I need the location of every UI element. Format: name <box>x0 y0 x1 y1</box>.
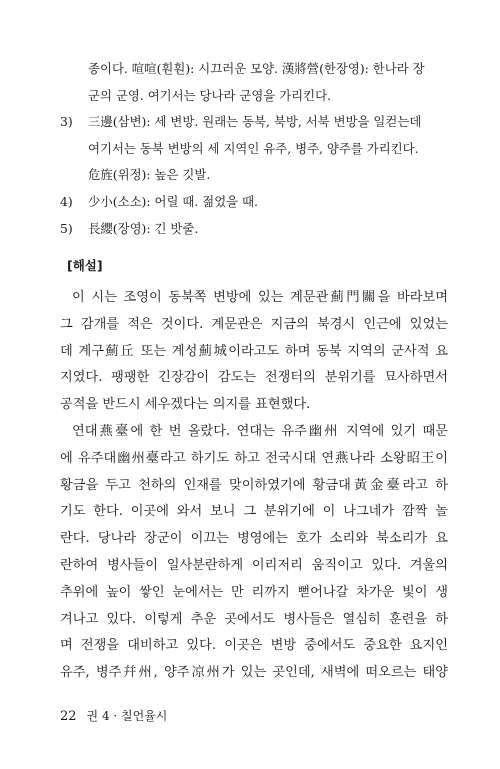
paragraph-line: 추위에 높이 쌓인 눈에서는 만 리까지 뻗어나갈 차가운 빛이 생 <box>60 584 448 600</box>
paragraph-line: 데 계구薊丘 또는 계성薊城이라고도 하며 동북 지역의 군사적 요 <box>60 343 448 359</box>
paragraph-line: 공적을 반드시 세우겠다는 의지를 표현했다. <box>60 397 311 413</box>
section-title: [해설] <box>67 258 103 273</box>
paragraph-line: 지였다. 팽팽한 긴장감이 감도는 전쟁터의 분위기를 묘사하면서 <box>60 370 448 386</box>
note-4 <box>60 189 440 216</box>
paragraph-line: 란다. 당나라 장군이 이끄는 병영에는 호가 소리와 북소리가 요 <box>60 531 448 547</box>
paragraph-line: 유주, 병주幷州, 양주凉州가 있는 곳인데, 새벽에 떠오르는 태양 <box>60 665 448 681</box>
paragraph-line: 그 감개를 적은 것이다. 계문관은 지금의 북경시 인근에 있었는 <box>60 316 448 332</box>
paragraph-line: 며 전쟁을 대비하고 있다. 이곳은 변방 중에서도 중요한 요지인 <box>60 638 448 654</box>
commentary-body <box>60 285 448 687</box>
paragraph-line: 황금을 두고 천하의 인재를 맞이하였기에 황금대黃金臺라고 하 <box>60 477 448 493</box>
paragraph-line: 연대燕臺에 한 번 올랐다. 연대는 유주幽州 지역에 있기 때문 <box>72 423 448 439</box>
note-line: 危旌(위정): 높은 깃발. <box>88 167 211 183</box>
note-number: 3) <box>60 114 73 130</box>
paragraph-line: 이 시는 조영이 동북쪽 변방에 있는 계문관薊門關을 바라보며 <box>72 290 448 305</box>
page-number: 22 <box>60 709 77 724</box>
paragraph-line: 기도 한다. 이곳에 와서 보니 그 분위기에 이 나그네가 깜짝 놀 <box>60 504 448 520</box>
paragraph-line: 겨나고 있다. 이렇게 추운 곳에서도 병사들은 열심히 훈련을 하 <box>60 611 448 627</box>
note-3 <box>60 109 440 136</box>
note-line: 여기서는 동북 변방의 세 지역인 유주, 병주, 양주를 가리킨다. <box>88 140 419 156</box>
page-footer <box>60 707 167 724</box>
paragraph-line: 에 유주대幽州臺라고 하기도 하고 전국시대 연燕나라 소왕昭王이 <box>60 450 448 466</box>
paragraph-line: 란하여 병사들이 일사분란하게 이리저리 움직이고 있다. 겨울의 <box>60 557 448 573</box>
note-5 <box>60 216 440 243</box>
note-line: 군의 군영. 여기서는 당나라 군영을 가리킨다. <box>88 87 332 103</box>
footnotes <box>60 56 440 242</box>
note-number: 4) <box>60 193 73 209</box>
note-line: 長纓(장영): 긴 밧줄. <box>88 220 199 236</box>
note-line: 종이다. 喧喧(훤훤): 시끄러운 모양. 漢將營(한장영): 한나라 장 <box>88 61 425 76</box>
note-line: 三邊(삼변): 세 변방. 원래는 동북, 북방, 서북 변방을 일컫는데 <box>88 114 422 130</box>
note-number: 5) <box>60 220 73 236</box>
note-line: 少小(소소): 어릴 때. 젊었을 때. <box>88 193 258 209</box>
running-title: 권 4 · 칠언율시 <box>86 709 168 723</box>
